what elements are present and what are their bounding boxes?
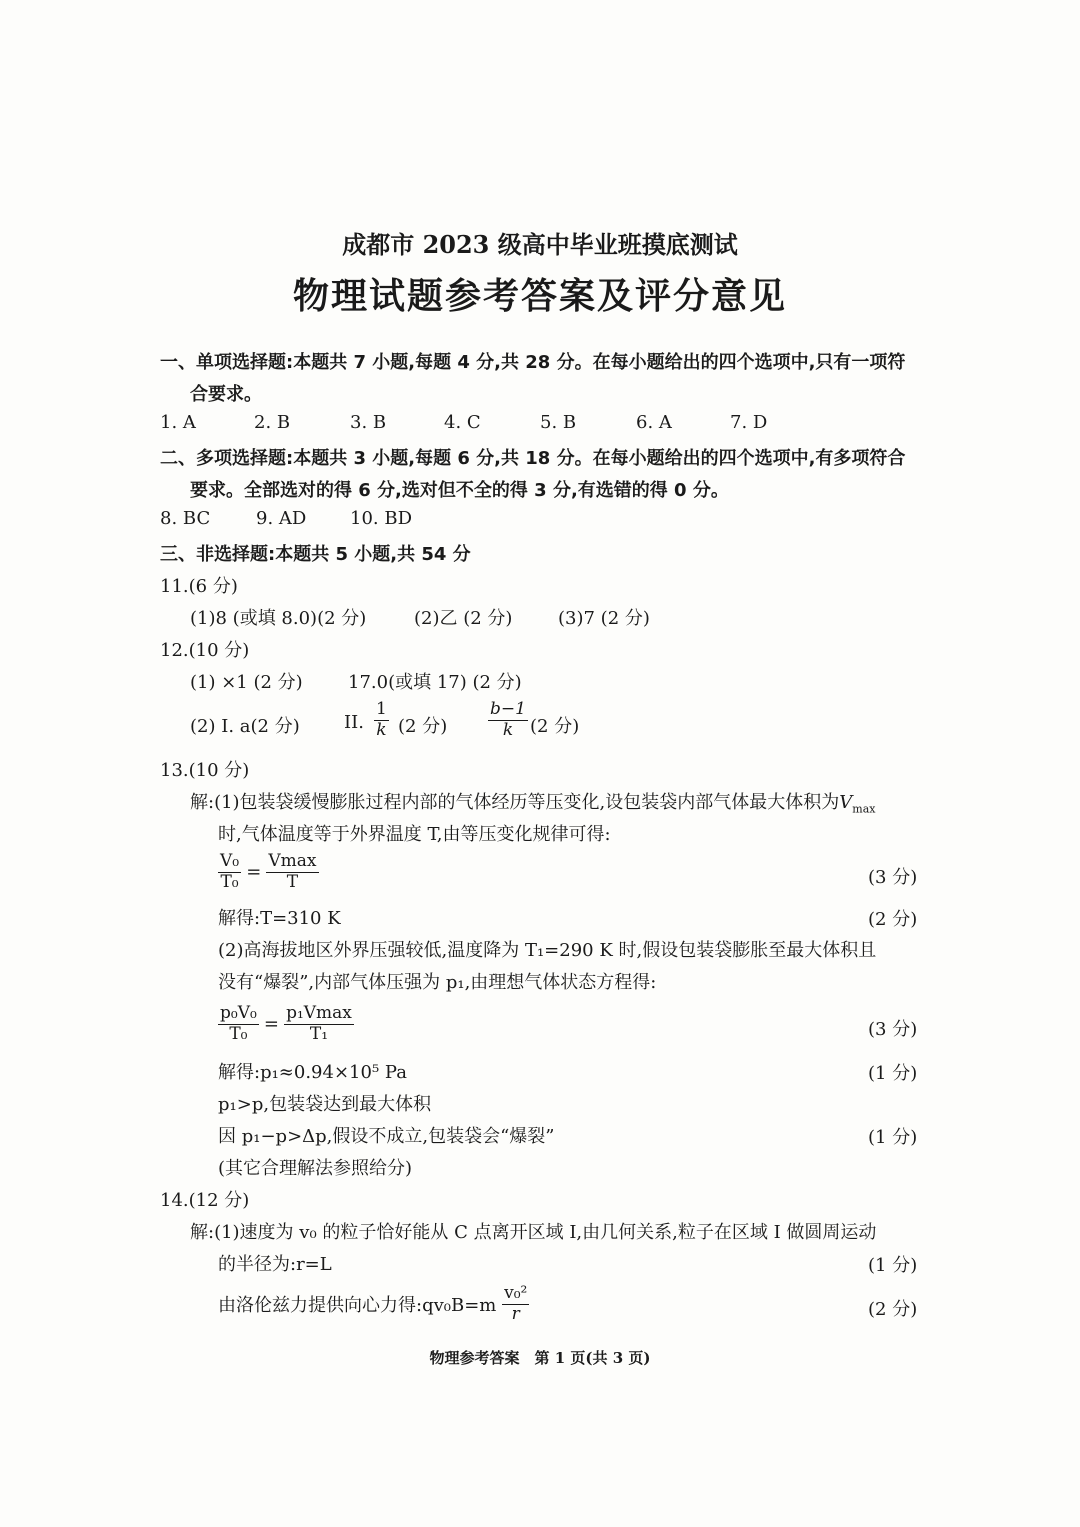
- answer-4: 4. C: [444, 412, 481, 433]
- fraction-numerator: b−1: [490, 699, 526, 719]
- q13-note: (其它合理解法参照给分): [218, 1158, 413, 1179]
- q13-equation2: [218, 1004, 354, 1044]
- v-max-symbol: V: [839, 792, 853, 813]
- eq2-lhs-denominator: T₀: [229, 1023, 248, 1044]
- q14-line3: [218, 1284, 529, 1324]
- answer-8: 8. BC: [160, 508, 211, 529]
- q13-line2: 时,气体温度等于外界温度 T,由等压变化规律可得:: [218, 824, 611, 845]
- q12-label: 12.(10 分): [160, 640, 250, 661]
- q13-line1-text: 解:(1)包装袋缓慢膨胀过程内部的气体经历等压变化,设包装袋内部气体最大体积为: [190, 792, 840, 813]
- fraction-numerator: 1: [376, 699, 387, 719]
- section2-heading-line2: 要求。全部选对的得 6 分,选对但不全的得 3 分,有选错的得 0 分。: [190, 480, 729, 501]
- q13-line6: 因 p₁−p>Δp,假设不成立,包装袋会“爆裂”: [218, 1126, 555, 1147]
- q14-fraction-denominator: r: [511, 1303, 520, 1324]
- eq2-rhs-numerator: p₁Vmax: [286, 1003, 352, 1023]
- q12-part2-i: (2) I. a(2 分): [190, 716, 300, 737]
- q14-line3-score: (2 分): [868, 1299, 918, 1320]
- q12-part2-iii-fraction: [488, 700, 528, 740]
- answer-6: 6. A: [636, 412, 672, 433]
- section1-heading-line2: 合要求。: [190, 384, 262, 405]
- q14-line2-score: (1 分): [868, 1255, 918, 1276]
- q11-part1: (1)8 (或填 8.0)(2 分): [190, 608, 367, 629]
- q12-part2-ii-score: (2 分): [398, 716, 448, 737]
- section3-heading: 三、非选择题:本题共 5 小题,共 54 分: [160, 544, 471, 565]
- eq1-lhs-denominator: T₀: [220, 871, 239, 892]
- q13-line4: 没有“爆裂”,内部气体压强为 p₁,由理想气体状态方程得:: [218, 972, 657, 993]
- q14-line2: 的半径为:r=L: [218, 1254, 332, 1275]
- section1-heading-line1: 一、单项选择题:本题共 7 小题,每题 4 分,共 28 分。在每小题给出的四个选项中,只有一项符: [160, 352, 906, 373]
- q14-label: 14.(12 分): [160, 1190, 250, 1211]
- answer-2: 2. B: [254, 412, 291, 433]
- answer-7: 7. D: [730, 412, 768, 433]
- answer-5: 5. B: [540, 412, 577, 433]
- equals-sign: =: [246, 861, 262, 883]
- q13-line1: [190, 788, 875, 816]
- answer-3: 3. B: [350, 412, 387, 433]
- q12-part2-ii-label: II.: [344, 712, 364, 733]
- page-footer: 物理参考答案 第 1 页(共 3 页): [429, 1349, 651, 1367]
- q13-line5: p₁>p,包装袋达到最大体积: [218, 1094, 432, 1115]
- section2-heading-line1: 二、多项选择题:本题共 3 小题,每题 6 分,共 18 分。在每小题给出的四个选项中,有多项符合: [160, 448, 906, 469]
- q11-part3: (3)7 (2 分): [558, 608, 650, 629]
- q13-solution1: 解得:T=310 K: [218, 908, 341, 929]
- equals-sign: =: [263, 1013, 279, 1035]
- fraction-denominator: k: [376, 719, 387, 740]
- q11-label: 11.(6 分): [160, 576, 238, 597]
- q13-eq2-score: (3 分): [868, 1019, 918, 1040]
- q13-line3: (2)高海拔地区外界压强较低,温度降为 T₁=290 K 时,假设包装袋膨胀至最大体积且: [218, 940, 877, 961]
- eq2-rhs-denominator: T₁: [309, 1023, 329, 1044]
- q13-label: 13.(10 分): [160, 760, 250, 781]
- q13-sol2-score: (1 分): [868, 1063, 918, 1084]
- q13-sol1-score: (2 分): [868, 909, 918, 930]
- eq1-rhs-numerator: Vmax: [268, 851, 317, 871]
- answer-9: 9. AD: [256, 508, 307, 529]
- answer-10: 10. BD: [350, 508, 413, 529]
- eq1-lhs-numerator: V₀: [220, 851, 240, 871]
- q12-part2-ii-fraction: [374, 700, 389, 740]
- q13-eq1-score: (3 分): [868, 867, 918, 888]
- q14-fraction-numerator: v₀²: [504, 1283, 528, 1303]
- q11-part2: (2)乙 (2 分): [414, 608, 513, 629]
- q13-line6-score: (1 分): [868, 1127, 918, 1148]
- document-title: 物理试题参考答案及评分意见: [292, 275, 787, 317]
- answer-1: 1. A: [160, 412, 196, 433]
- eq1-rhs-denominator: T: [286, 871, 299, 892]
- fraction-denominator: k: [502, 719, 514, 740]
- q14-line1: 解:(1)速度为 v₀ 的粒子恰好能从 C 点离开区域 Ⅰ,由几何关系,粒子在区域 Ⅰ 做圆周运动: [190, 1222, 877, 1243]
- q12-part2-iii-score: (2 分): [530, 716, 580, 737]
- exam-subtitle: 成都市 2023 级高中毕业班摸底测试: [342, 230, 738, 259]
- eq2-lhs-numerator: p₀V₀: [220, 1003, 257, 1023]
- q14-line3-text: 由洛伦兹力提供向心力得:qv₀B=m: [218, 1295, 497, 1317]
- v-max-subscript: max: [852, 802, 876, 816]
- q13-equation1: [218, 852, 319, 892]
- q13-solution2: 解得:p₁≈0.94×10⁵ Pa: [218, 1062, 407, 1083]
- q12-part1b: 17.0(或填 17) (2 分): [348, 672, 522, 693]
- q12-part1a: (1) ×1 (2 分): [190, 672, 303, 693]
